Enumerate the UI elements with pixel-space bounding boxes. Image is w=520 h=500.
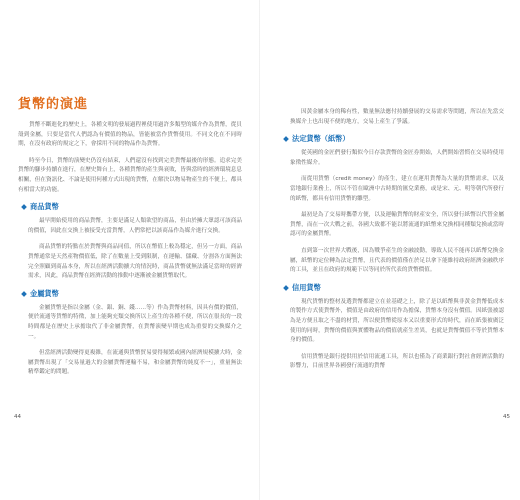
body-paragraph: 而從用貨幣（credit money）的產生，建立在運用貨幣為大量的貨幣需求，以及當地銀行業務上，所以不管在歐洲中古時期的匯兌業務，或是宋、元、明等朝代所發行的紙幣，都具有信用貨幣的雛型。 [290,176,504,202]
section-heading-label: 金屬貨幣 [30,288,59,298]
page-number: 44 [14,414,21,420]
body-paragraph: 商品貨幣的特點在於貨幣與商品同值，所以在幣值上較為穩定，但另一方面，商品貨幣通常是天然產物價值低，除了在數量上受到限制，在運輸、儲藏、分割各方面無法完全照顧到商品本身，所以在經濟活動擴大的情況時，商品貨幣就無法滿足當時的經濟需求，因此，商品貨幣在經濟活動的推動中逐漸被金屬貨幣取代。 [28,244,242,280]
section-body [18,304,242,378]
section-heading-commodity-money [22,202,242,212]
body-paragraph: 但當經濟活動變得更複雜，在流通與貨幣貿易要得頻繁或國內經濟規模擴大時，金屬貨幣出現了「交易量過大的金屬貨幣運輸不易，和金屬貨幣的純度不一」，重量無法精準鑑定的問題。 [28,350,242,376]
chapter-title: 貨幣的演進 [18,97,89,112]
section-body [280,108,504,127]
body-paragraph: 金屬貨幣是指以金屬（金、銀、銅、錢……等）作為貨幣材料，因具有價的價值，便於流通等貨幣的特徵，加上能夠充類交換所以上產生的各種不便，所以在很長的一段時間都是在歷史上承擔取代了非金屬貨幣，在貨幣演變早期也成為重要的交換媒介之一。 [28,304,242,340]
body-paragraph: 貨幣不斷進化的歷史上，各種文明的發展過程裡使用過許多類型的媒介作為貨幣，從貝殼到金屬，只要是當代人們認為有價值的物品，皆能被當作貨幣使用。不同文化在不同時期，在沒有政府的規定之下，會採用不同的物品作為貨幣。 [18,122,242,148]
section-heading-label: 法定貨幣（紙幣） [292,134,350,144]
section-heading-metal-money [22,289,242,299]
diamond-bullet-icon [21,204,27,210]
section-body [18,217,242,282]
body-paragraph: 現代貨幣的整材及選貨幣都建立在並基礎之上，除了是以紙幣與非黃金貨幣低成本的製作方式使貨幣外，價值是由政府的信用作為擔保，貨幣本身沒有價值。因紙張被認為是方便且取之不盡的材質，所以便貨幣從原本又以重要形式的時代，而在紙張被廣泛使用的同時，貨幣的價值與實體物品的價值就產生差異，也就是貨幣價值不等於貨幣本身的價值。 [290,298,504,344]
page-number: 45 [503,414,510,420]
body-paragraph: 最早開始使用的商品貨幣，主要是滿足人類欲望的商品，但由於擁大眾認可該商品的價值，因此在交換上被接受充當貨幣，人們常把以該商品作為媒介進行交換。 [28,218,242,234]
diamond-bullet-icon [21,291,27,297]
diamond-bullet-icon [283,136,289,142]
section-body [280,149,504,276]
diamond-bullet-icon [283,285,289,291]
body-paragraph: 從英國的金匠們發行類似今日存款貨幣的金匠券開始，人們開始習慣在交易時使用象徵性媒介。 [290,150,504,166]
body-paragraph: 直到第一次世界大戰後，因為戰爭產生的金融波動，導致人民不能再以紙幣兌換金屬，紙幣的定位轉為法定貨幣，且代表的價值僅在於足以拿下能維持政府經濟金融秩序的工具，並且在政府的規範下以等同於所代表的貨幣價值。 [290,247,504,274]
body-paragraph: 最初是為了交易時攜帶方便，以及運輸貨幣的財產安全，所以發行紙幣以代替金屬貨幣，而在一次大戰之前，各國大致都不能以將流通的紙幣來兌換相同種類兌換或當時認可的金屬貨幣。 [290,212,504,238]
body-paragraph: 時至今日，貨幣的演變史仍沒有結束，人們還沒有找到完美貨幣最後的形態。追求完美貨幣的腳步持續在進行，在歷史舞台上，各種貨幣的產生與衰敗，皆與當時的經濟環境息息相關，但在資訊化、不論是使用何種方式出現的貨幣，在解決以物易物產生的不便上，都具有相當大的功能。 [18,157,242,193]
section-heading-credit-money [284,283,504,293]
right-page [260,0,520,500]
section-heading-fiat-money [284,134,504,144]
section-heading-label: 信用貨幣 [292,282,321,292]
body-paragraph: 因黃金屬本身的稀有性，數量無法應付持續發展的交易需求等問題，所以在先當交換媒介上也出現不便的地方，交易上產生了爭議。 [290,109,504,125]
right-column [280,108,504,379]
left-column [18,97,242,385]
section-body [280,298,504,372]
body-paragraph: 信用貨幣是銀行提供用於信用流通工具，所以也僅為了商業銀行對社會經濟活動的影響力，目前世界各國發行流通的貨幣 [290,353,504,370]
section-heading-label: 商品貨幣 [30,202,59,212]
